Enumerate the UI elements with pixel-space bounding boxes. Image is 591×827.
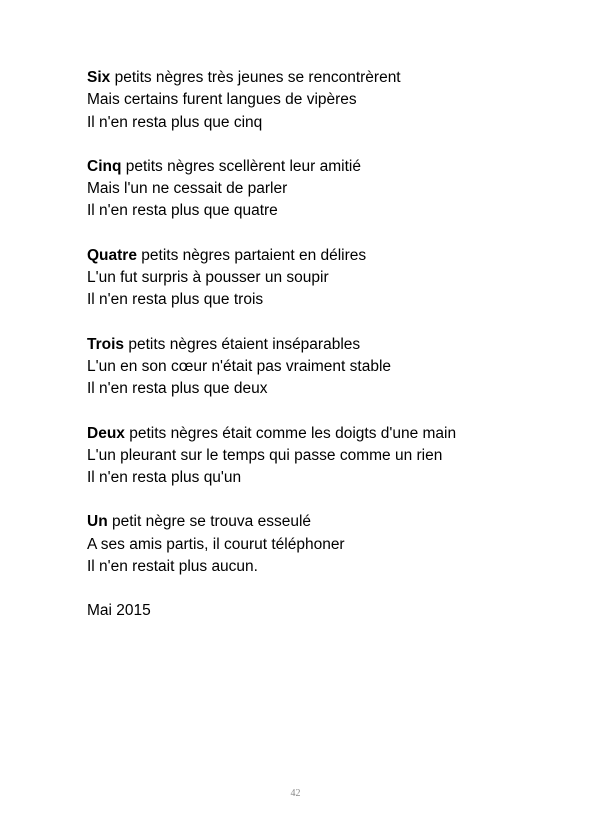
stanza-line-2: Mais certains furent langues de vipères <box>87 91 357 109</box>
stanza-line-3: Il n'en resta plus qu'un <box>87 469 242 487</box>
stanza-lead-word: Cinq <box>87 157 122 175</box>
stanza-lead-word: Trois <box>87 335 125 353</box>
stanza-line-3: Il n'en restait plus aucun. <box>87 558 258 576</box>
stanza-lead-word: Six <box>87 69 111 86</box>
stanza-line-text: petits nègres partaient en délires <box>136 246 367 264</box>
stanza-line-2: L'un en son cœur n'était pas vraiment stable <box>87 357 392 375</box>
stanza-lead-word: Un <box>87 513 108 531</box>
stanza-line-1 <box>87 245 567 267</box>
page-number: 42 <box>290 788 301 799</box>
stanza-line-2: A ses amis partis, il courut téléphoner <box>87 535 345 553</box>
stanza-line-1 <box>87 334 567 356</box>
stanza-lead-word: Quatre <box>87 246 137 264</box>
stanza-line-text: petit nègre se trouva esseulé <box>107 513 312 531</box>
stanza-cinq <box>87 156 567 223</box>
stanza-lead-word: Deux <box>87 424 125 442</box>
stanza-line-1 <box>87 511 567 533</box>
stanza-line-3: Il n'en resta plus que trois <box>87 291 264 309</box>
stanza-line-1 <box>87 67 567 89</box>
stanza-trois <box>87 334 567 401</box>
stanza-un <box>87 511 567 578</box>
stanza-line-3: Il n'en resta plus que cinq <box>87 113 263 131</box>
stanza-line-text: petits nègres était comme les doigts d'une main <box>124 424 457 442</box>
stanza-line-2: L'un fut surpris à pousser un soupir <box>87 269 329 287</box>
stanza-deux <box>87 423 567 490</box>
stanza-line-1 <box>87 423 567 445</box>
stanza-six <box>87 67 567 134</box>
stanza-line-3: Il n'en resta plus que deux <box>87 380 268 398</box>
stanza-line-3: Il n'en resta plus que quatre <box>87 202 278 220</box>
stanza-line-1 <box>87 156 567 178</box>
stanza-quatre <box>87 245 567 312</box>
stanza-line-text: petits nègres étaient inséparables <box>124 335 361 353</box>
stanza-line-2: Mais l'un ne cessait de parler <box>87 180 288 198</box>
poem-date: Mai 2015 <box>87 602 151 620</box>
stanza-line-text: petits nègres scellèrent leur amitié <box>121 157 361 175</box>
stanza-line-text: petits nègres très jeunes se rencontrèrent <box>110 69 401 86</box>
poem-body <box>87 67 567 622</box>
stanza-line-2: L'un pleurant sur le temps qui passe comme un rien <box>87 446 443 464</box>
